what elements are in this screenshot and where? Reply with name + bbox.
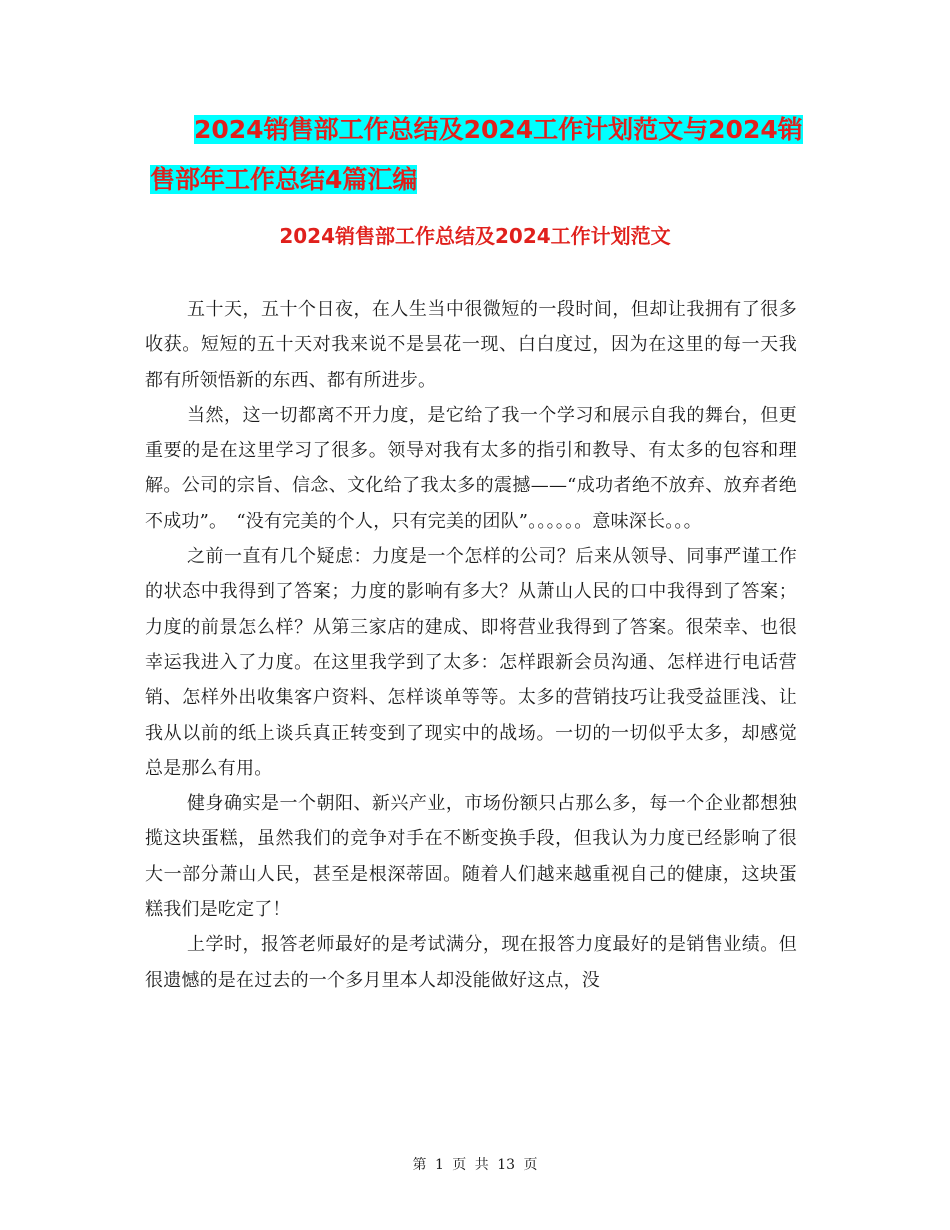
document-title — [150, 105, 810, 205]
document-body — [145, 292, 797, 998]
document-title-text: 2024销售部工作总结及2024工作计划范文与2024销售部年工作总结4篇汇编 — [150, 115, 803, 194]
body-paragraph: 五十天，五十个日夜，在人生当中很微短的一段时间，但却让我拥有了很多收获。短短的五十天对我来说不是昙花一现、白白度过，因为在这里的每一天我都有所领悟新的东西、都有所进步。 — [145, 299, 797, 391]
body-paragraph: 健身确实是一个朝阳、新兴产业，市场份额只占那么多，每一个企业都想独揽这块蛋糕，虽然我们的竞争对手在不断变换手段，但我认为力度已经影响了很大一部分萧山人民，甚至是根深蒂固。随着人们越来越重视自己的健康，这块蛋糕我们是吃定了！ — [145, 793, 797, 921]
section-title: 2024销售部工作总结及2024工作计划范文 — [279, 224, 671, 248]
body-paragraph: 当然，这一切都离不开力度，是它给了我一个学习和展示自我的舞台，但更重要的是在这里学习了很多。领导对我有太多的指引和教导、有太多的包容和理解。公司的宗旨、信念、文化给了我太多的震撼——“成功者绝不放弃、放弃者绝不成功”。 “没有完美的个人，只有完美的团队”。。。。。。意味深长。。。 — [145, 404, 797, 532]
body-paragraph: 之前一直有几个疑虑：力度是一个怎样的公司？后来从领导、同事严谨工作的状态中我得到了答案；力度的影响有多大？从萧山人民的口中我得到了答案；力度的前景怎么样？从第三家店的建成、即将营业我得到了答案。很荣幸、也很幸运我进入了力度。在这里我学到了太多：怎样跟新会员沟通、怎样进行电话营销、怎样外出收集客户资料、怎样谈单等等。太多的营销技巧让我受益匪浅、让我从以前的纸上谈兵真正转变到了现实中的战场。一切的一切似乎太多，却感觉总是那么有用。 — [145, 546, 797, 779]
page-footer: 第 1 页 共 13 页 — [412, 1157, 538, 1173]
body-paragraph: 上学时，报答老师最好的是考试满分，现在报答力度最好的是销售业绩。但很遗憾的是在过去的一个多月里本人却没能做好这点，没 — [145, 934, 797, 991]
